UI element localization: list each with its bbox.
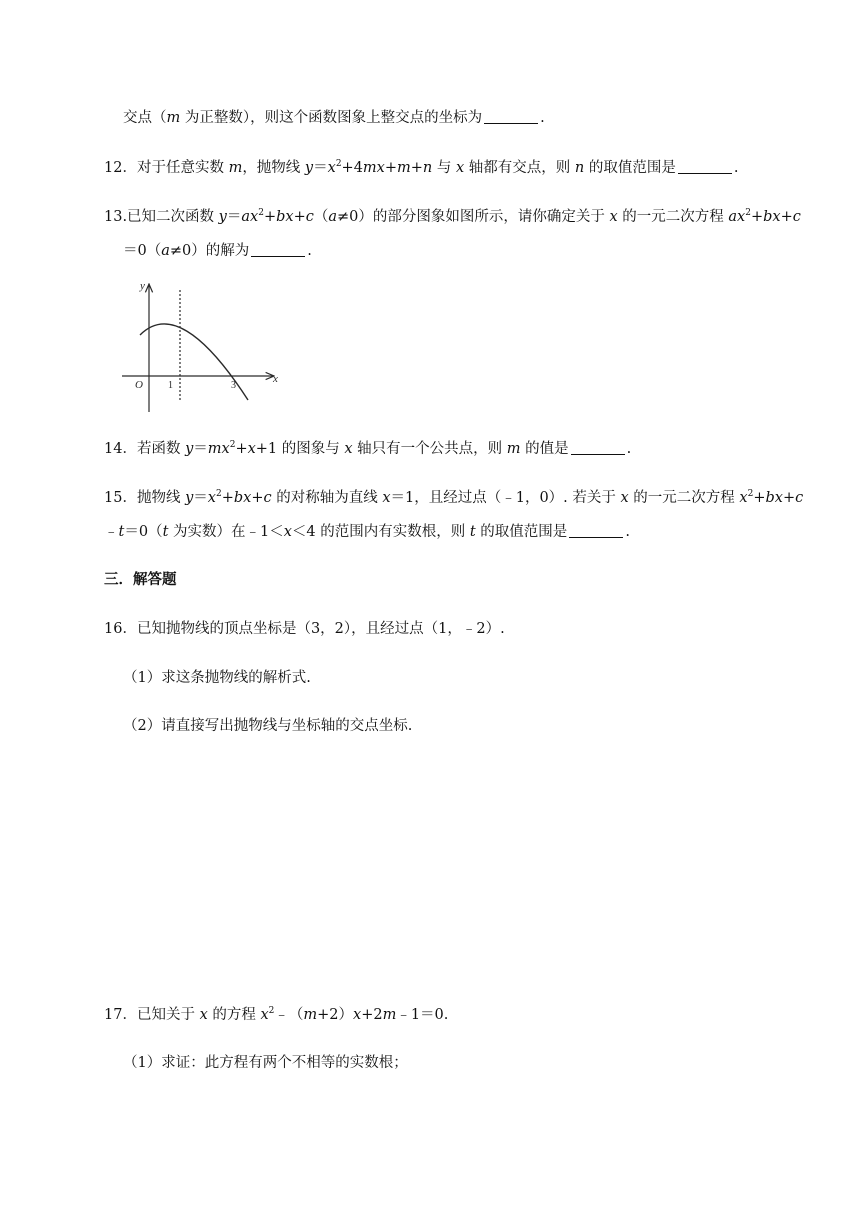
text-run: 16．已知抛物线的顶点坐标是（3，2），且经过点（1，﹣2）. bbox=[104, 621, 505, 637]
text-run: 为正整数），则这个函数图象上整交点的坐标为 bbox=[180, 110, 483, 126]
text-run: 的一元二次方程 bbox=[628, 490, 740, 506]
math-variable: m bbox=[506, 441, 521, 457]
text-run: 与 bbox=[432, 160, 456, 176]
text-run: 的取值范围是 bbox=[584, 160, 676, 176]
math-variable: y bbox=[304, 160, 314, 176]
text-run: . bbox=[540, 110, 545, 126]
text-run: ＝1，且经过点（﹣1，0）. 若关于 bbox=[390, 490, 621, 506]
text-run: 的值是 bbox=[520, 441, 569, 457]
math-exponent: 2 bbox=[745, 208, 751, 218]
math-variable: x bbox=[620, 490, 629, 506]
y-axis-label: y bbox=[140, 280, 145, 292]
math-variable: c bbox=[795, 490, 804, 506]
q15-text-line2 bbox=[104, 522, 630, 542]
text-run: + bbox=[293, 209, 306, 225]
text-run: + bbox=[384, 160, 398, 176]
math-variable: bx bbox=[765, 490, 783, 506]
q14-text bbox=[104, 439, 631, 459]
math-variable: ax bbox=[728, 209, 746, 225]
text-run: +2） bbox=[317, 1007, 354, 1023]
math-exponent: 2 bbox=[335, 159, 342, 169]
math-variable: m bbox=[382, 1007, 397, 1023]
text-run: ，抛物线 bbox=[242, 160, 305, 176]
text-run: + bbox=[782, 490, 796, 506]
math-exponent: 2 bbox=[268, 1006, 275, 1016]
text-run: （1）求证：此方程有两个不相等的实数根； bbox=[123, 1055, 408, 1071]
q16-part2 bbox=[123, 716, 412, 736]
math-exponent: 2 bbox=[229, 440, 236, 450]
q12-text bbox=[104, 158, 738, 178]
text-run: . bbox=[626, 441, 632, 457]
math-variable: x bbox=[260, 1007, 269, 1023]
math-variable: x bbox=[283, 524, 292, 540]
parabola-graph bbox=[118, 278, 288, 418]
text-run: 的取值范围是 bbox=[475, 524, 568, 540]
text-run: ＝0（ bbox=[124, 524, 163, 540]
tick-label-3: 3 bbox=[231, 380, 236, 391]
text-run: + bbox=[235, 441, 248, 457]
math-variable: n bbox=[422, 160, 433, 176]
text-run: . bbox=[625, 524, 630, 540]
text-run: （1）求这条抛物线的解析式. bbox=[123, 670, 311, 686]
math-variable: t bbox=[469, 524, 476, 540]
tick-label-1: 1 bbox=[168, 380, 173, 391]
text-run: ＝ bbox=[193, 490, 208, 506]
math-variable: x bbox=[609, 209, 618, 225]
text-run: + bbox=[221, 490, 234, 506]
section-heading bbox=[104, 570, 177, 590]
q11-text bbox=[123, 108, 545, 128]
math-variable: mx bbox=[207, 441, 230, 457]
math-exponent: 2 bbox=[258, 208, 264, 218]
text-run: . bbox=[733, 160, 739, 176]
math-variable: x bbox=[247, 441, 256, 457]
text-run: 14．若函数 bbox=[104, 441, 186, 457]
text-run: ＝ bbox=[313, 160, 328, 176]
text-run: + bbox=[750, 209, 764, 225]
answer-blank bbox=[571, 454, 625, 455]
math-variable: m bbox=[397, 160, 411, 176]
text-run: +4 bbox=[341, 160, 363, 176]
text-run: ＝0（ bbox=[123, 243, 162, 259]
text-run: ≠0）的部分图象如图所示，请你确定关于 bbox=[337, 209, 610, 225]
text-run: ﹣ bbox=[104, 524, 119, 540]
answer-blank bbox=[251, 256, 305, 257]
math-variable: mx bbox=[362, 160, 385, 176]
math-variable: m bbox=[303, 1007, 318, 1023]
answer-blank bbox=[569, 537, 623, 538]
math-variable: c bbox=[792, 209, 801, 225]
q13-text-line1 bbox=[104, 207, 801, 227]
text-run: + bbox=[251, 490, 264, 506]
math-variable: x bbox=[455, 160, 465, 176]
text-run: 轴只有一个公共点，则 bbox=[352, 441, 507, 457]
math-variable: x bbox=[739, 490, 748, 506]
math-exponent: 2 bbox=[747, 489, 754, 499]
math-variable: a bbox=[161, 243, 170, 259]
text-run: ＝ bbox=[193, 441, 208, 457]
text-run: + bbox=[780, 209, 793, 225]
text-run: 的对称轴为直线 bbox=[271, 490, 383, 506]
math-variable: t bbox=[162, 524, 169, 540]
q15-text-line1 bbox=[104, 488, 803, 508]
text-run: 为实数）在﹣1＜ bbox=[168, 524, 284, 540]
text-run: + bbox=[410, 160, 423, 176]
text-run: 轴都有交点，则 bbox=[464, 160, 575, 176]
text-run: 交点（ bbox=[123, 110, 167, 126]
origin-label: O bbox=[135, 379, 143, 391]
math-variable: m bbox=[228, 160, 243, 176]
math-variable: bx bbox=[763, 209, 781, 225]
math-variable: m bbox=[166, 110, 181, 126]
math-variable: bx bbox=[233, 490, 252, 506]
text-run: 13.已知二次函数 bbox=[104, 209, 219, 225]
text-run: 的方程 bbox=[207, 1007, 261, 1023]
math-variable: x bbox=[207, 490, 216, 506]
math-variable: y bbox=[218, 209, 227, 225]
math-variable: a bbox=[328, 209, 337, 225]
q13-text-line2 bbox=[123, 241, 312, 261]
math-variable: x bbox=[199, 1007, 208, 1023]
math-variable: c bbox=[305, 209, 314, 225]
answer-blank bbox=[484, 123, 538, 124]
text-run: 12．对于任意实数 bbox=[104, 160, 229, 176]
text-run: ＜4 的范围内有实数根，则 bbox=[291, 524, 470, 540]
text-run: + bbox=[263, 209, 277, 225]
q17-part1 bbox=[123, 1053, 408, 1073]
math-variable: x bbox=[327, 160, 336, 176]
text-run: . bbox=[307, 243, 312, 259]
math-exponent: 2 bbox=[215, 489, 222, 499]
text-run: （2）请直接写出抛物线与坐标轴的交点坐标. bbox=[123, 718, 413, 734]
text-run: 三．解答题 bbox=[104, 572, 177, 588]
text-run: ﹣（ bbox=[274, 1007, 304, 1023]
q16-part1 bbox=[123, 668, 311, 688]
text-run: ＝ bbox=[226, 209, 242, 225]
text-run: 15．抛物线 bbox=[104, 490, 186, 506]
math-variable: x bbox=[353, 1007, 362, 1023]
math-variable: x bbox=[382, 490, 391, 506]
q16-text bbox=[104, 619, 505, 639]
math-variable: y bbox=[185, 490, 194, 506]
text-run: 17．已知关于 bbox=[104, 1007, 200, 1023]
math-variable: x bbox=[344, 441, 353, 457]
text-run: + bbox=[753, 490, 766, 506]
math-variable: n bbox=[574, 160, 585, 176]
math-variable: t bbox=[118, 524, 125, 540]
math-variable: c bbox=[263, 490, 272, 506]
text-run: ≠0）的解为 bbox=[169, 243, 250, 259]
text-run: ﹣1＝0. bbox=[396, 1007, 449, 1023]
x-axis-label: x bbox=[273, 373, 278, 385]
text-run: 的一元二次方程 bbox=[617, 209, 729, 225]
text-run: （ bbox=[313, 209, 329, 225]
answer-blank bbox=[678, 173, 732, 174]
text-run: +2 bbox=[361, 1007, 383, 1023]
math-variable: y bbox=[185, 441, 194, 457]
text-run: +1 的图象与 bbox=[255, 441, 345, 457]
q17-text bbox=[104, 1005, 448, 1025]
math-variable: bx bbox=[276, 209, 294, 225]
math-variable: ax bbox=[241, 209, 259, 225]
